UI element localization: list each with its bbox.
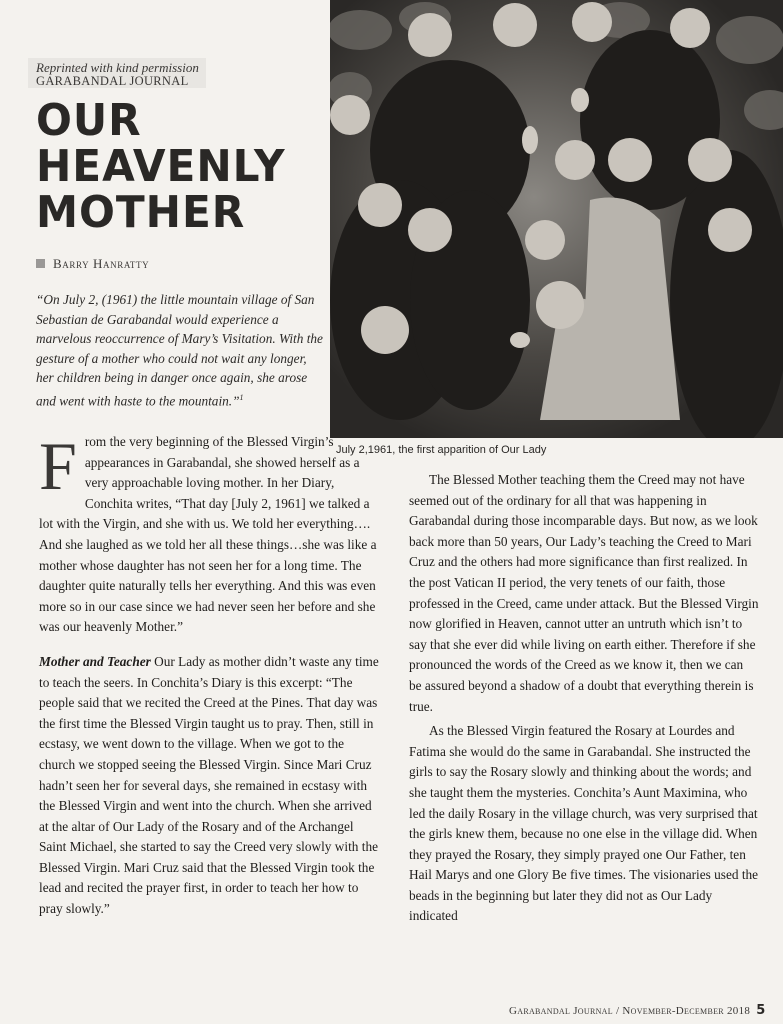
reprint-credit	[28, 58, 206, 88]
left-paragraph-2-text: Our Lady as mother didn’t waste any time to teach the seers. In Conchita’s Diary is this excerpt: “The people said that we recited the Creed at the Pines. That day was the first time the Blessed Virgin taught us to pray. Then, still in ecstasy, we went down to the village. When we got to the church we stopped seeing the Blessed Virgin. Since Mari Cruz hadn’t seen her for several days, she remained in ecstasy with the Blessed Virgin and went into the church. When she arrived at the altar of Our Lady of the Rosary and of the Archangel Saint Michael, she started to say the Creed very slowly with the Blessed Virgin. Mari Cruz said that the Blessed Virgin took the lead and recited the prayer first, in order to teach her how to pray slowly.”	[39, 653, 379, 917]
author-byline	[36, 256, 149, 272]
footer-journal: Garabandal Journal / November-December 2018	[509, 1005, 751, 1017]
title-line-3: MOTHER	[36, 187, 246, 238]
left-paragraph-1-text: rom the very beginning of the Blessed Virgin’s appearances in Garabandal, she showed herself as a very approachable loving mother. In her Diary, Conchita writes, “That day [July 2, 1961] we talked a lot with the Virgin, and she with us. We told her everything…. And she laughed as we told her all these things…she was like a mother whose daughter has not seen her for a long time. The daughter quite naturally tells her everything. And this was even more so in our case since we had never seen her before and she was our heavenly Mother.”	[39, 434, 377, 635]
credit-line-1: Reprinted with kind permission	[36, 60, 199, 75]
right-paragraph-2: As the Blessed Virgin featured the Rosary at Lourdes and Fatima she would do the same in Garabandal. She instructed the girls to say the Rosary slowly and thinking about the words; and she taught them the mysteries. Conchita’s Aunt Maximina, who led the daily Rosary in the village church, was very surprised that the girls knew them, because no one else in the village did. When they prayed the Rosary, they simply prayed one Our Father, ten Hail Marys and one Glory Be five times. The visionaries used the beads in the beginning but later they did not as Our Lady indicated	[409, 723, 759, 924]
title-line-1: OUR	[36, 95, 142, 146]
quote-footnote: 1	[239, 392, 244, 402]
author-name: Barry Hanratty	[53, 256, 150, 271]
opening-quote	[36, 290, 326, 410]
square-bullet-icon	[36, 259, 45, 268]
drop-cap: F	[39, 428, 77, 504]
photo-illustration	[330, 0, 783, 438]
photo-caption: July 2,1961, the first apparition of Our Lady	[336, 444, 547, 456]
credit-line-2: GARABANDAL JOURNAL	[36, 74, 189, 88]
page-footer	[509, 1003, 766, 1018]
title-line-2: HEAVENLY	[36, 141, 286, 192]
right-column	[409, 470, 759, 927]
left-paragraph-2	[39, 652, 379, 920]
quote-text: “On July 2, (1961) the little mountain village of San Sebastian de Garabandal would experience a marvelous reoccurrence of Mary’s Visitation. With the gesture of a mother who could not wait any longer, her children being in danger once again, she arose and went with haste to the mountain.”	[36, 292, 323, 408]
article-title	[36, 95, 314, 238]
page-number: 5	[756, 1003, 766, 1018]
section-heading: Mother and Teacher	[39, 653, 151, 669]
left-paragraph-1	[39, 428, 379, 638]
right-paragraph-1: The Blessed Mother teaching them the Creed may not have seemed out of the ordinary for all that was happening in Garabandal during those incomparable days. But now, as we look back more than 50 years, Our Lady’s teaching the Creed to Mari Cruz and the others had more significance than first realized. In the post Vatican II period, the very tenets of our faith, those professed in the Creed, came under attack. But the Blessed Virgin now glorified in Heaven, cannot utter an untruth which isn’t to say that she ever did while living on earth either. Therefore if she pronounced the words of the Creed as we know it, then we can be assured beyond a shadow of a doubt that everything therein is true.	[409, 472, 759, 714]
left-column	[39, 428, 379, 920]
apparition-photo	[330, 0, 783, 438]
